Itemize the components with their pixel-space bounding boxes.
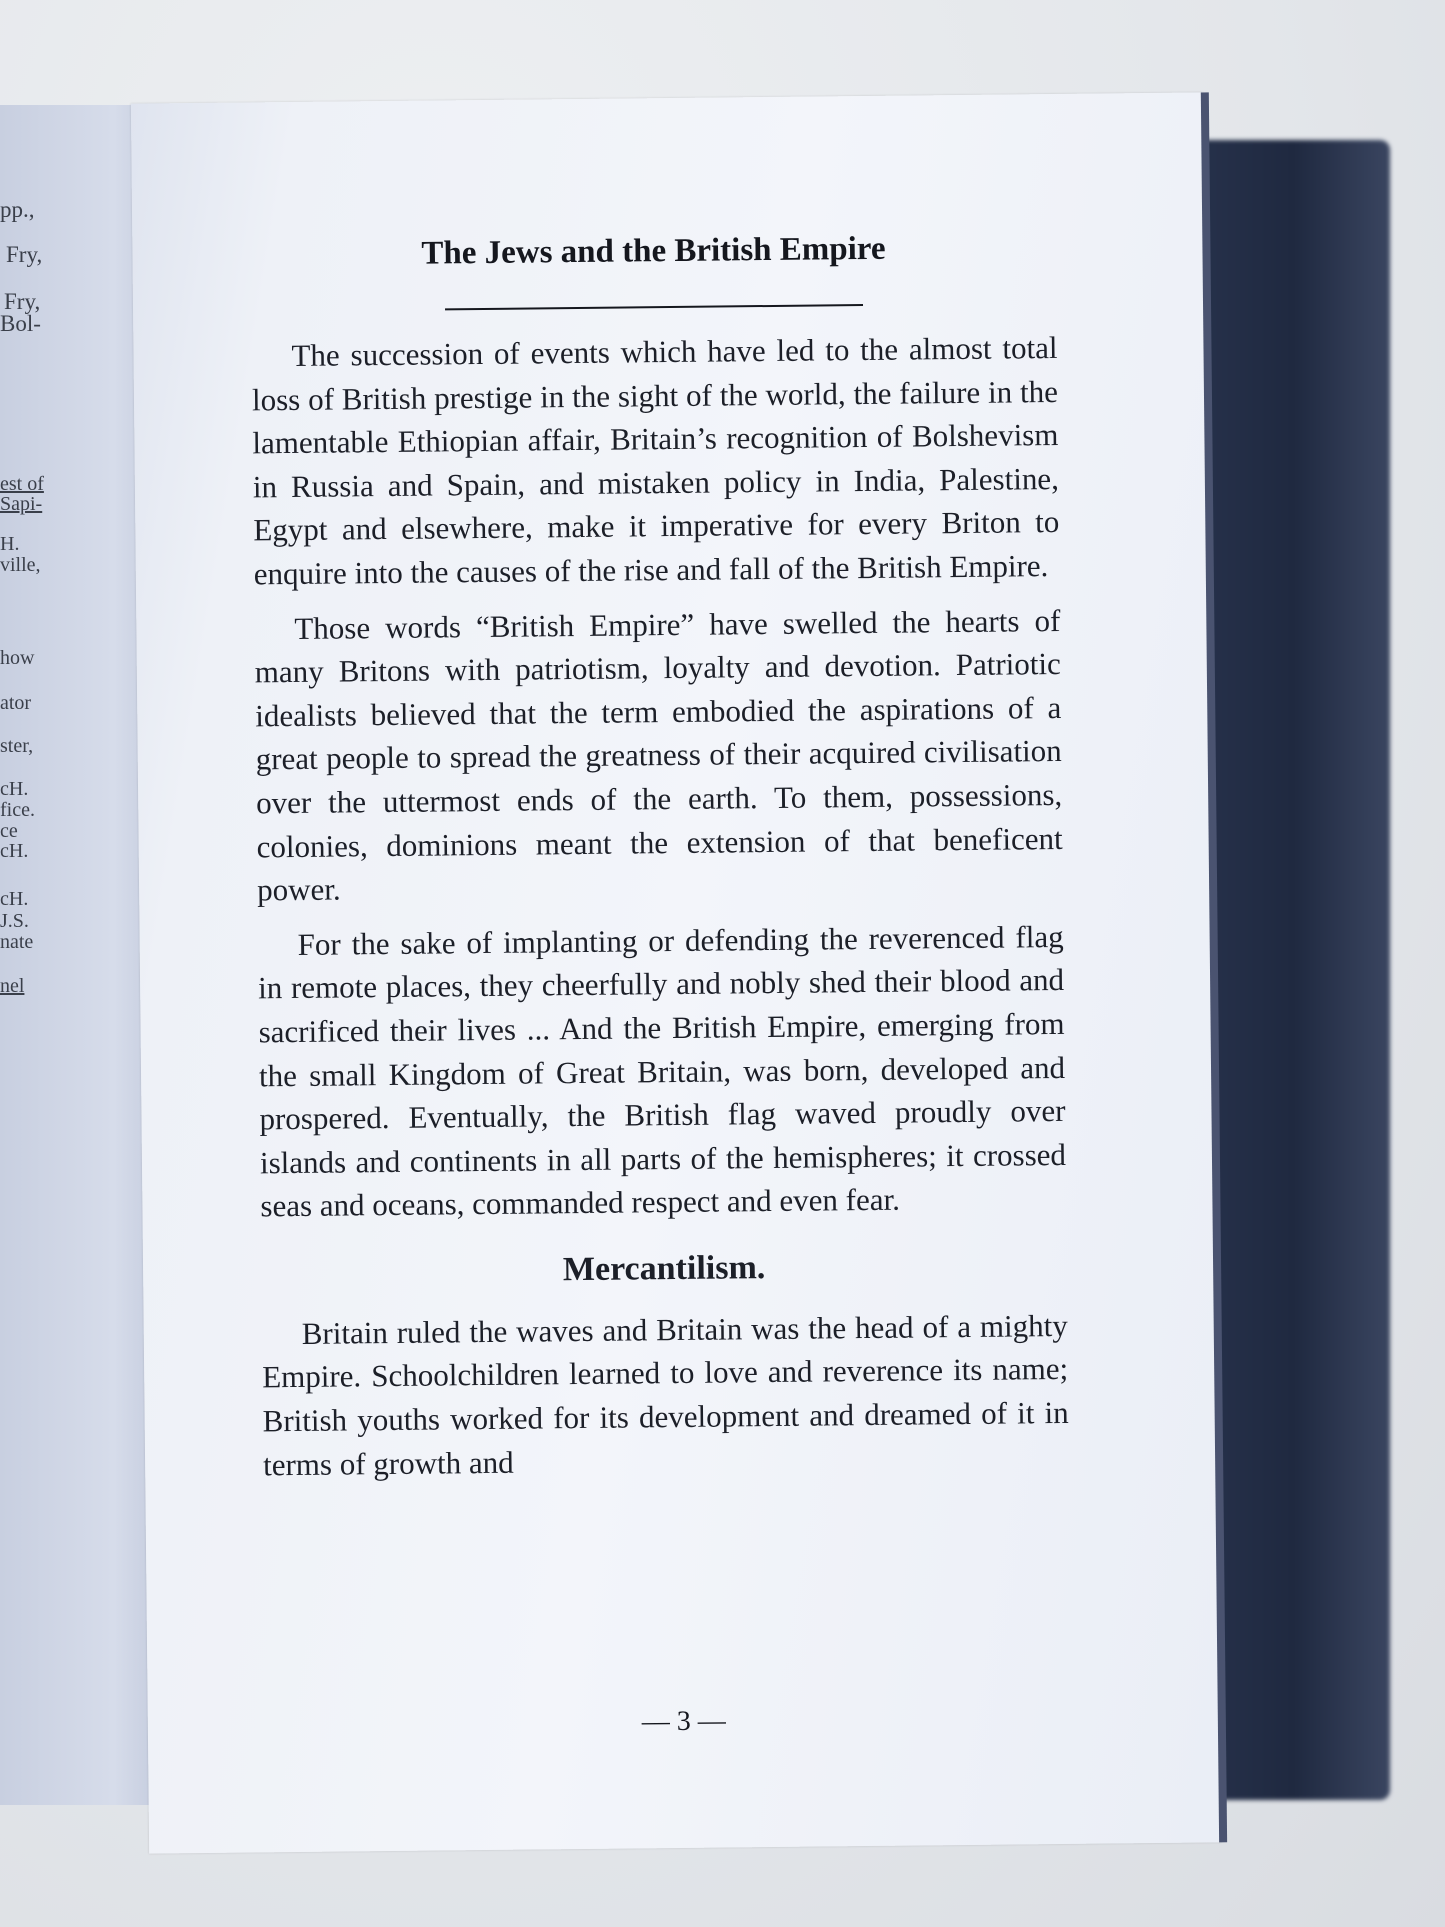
paragraph: Those words “British Empire” have swelled the hearts of many Britons with patriotism, loyalty and devotion. Patriotic idealists believed that the term embodied the aspirations of a great people to spread the greatness of their acquired civilisation over the uttermost ends of the earth. To them, possessions, colonies, dominions meant the extension of that beneficent power. (254, 602, 1063, 908)
left-page-fragment: ster, (0, 735, 34, 757)
paragraph: For the sake of implanting or defending the reverenced flag in remote places, they cheerfully and nobly shed their blood and sacrificed their lives ... And the British Empire, emerging from the small Kingdom of Great Britain, was born, developed and prospered. Eventually, the British flag waved proudly over islands and continents in all parts of the hemispheres; it crossed seas and oceans, commanded respect and even fear. (257, 918, 1067, 1224)
left-page-fragment: Fry, (4, 289, 41, 314)
left-page-fragment: cH. (0, 778, 29, 800)
left-page-fragment: ce (0, 820, 18, 842)
left-page-fragment: Fry, (6, 242, 43, 267)
title-rule (445, 304, 863, 310)
paragraph: The succession of events which have led to the almost total loss of British prestige in the sight of the world, the failure in the lamentable Ethiopian affair, Britain’s recognition of Bolshevism in Russia and Spain, and mistaken policy in India, Palestine, Egypt and elsewhere, make it imperative for every Briton to enquire into the causes of the rise and fall of the British Empire. (251, 329, 1060, 592)
left-page-fragment: fice. (0, 799, 35, 821)
left-page-fragment: H. (0, 533, 20, 555)
left-page-fragment: how (0, 647, 35, 669)
left-page-fragment: cH. (0, 888, 29, 910)
page-title: The Jews and the British Empire (421, 230, 886, 272)
left-page-fragment: est of (0, 473, 44, 495)
left-page-fragment: Sapi- (0, 493, 43, 515)
left-page-fragment: pp., (0, 197, 35, 222)
left-page-fragment: nate (0, 931, 34, 953)
left-page-fragment: ator (0, 692, 32, 714)
left-page-fragment: cH. (0, 840, 29, 862)
left-page-fragment: J.S. (0, 910, 29, 932)
section-heading: Mercantilism. (562, 1248, 766, 1289)
page-number: — 3 — (641, 1705, 726, 1738)
right-page (131, 92, 1221, 1853)
left-page-fragment: nel (0, 975, 25, 997)
page-content (250, 229, 1069, 1498)
left-page-fragment: ville, (0, 554, 41, 576)
paragraph: Britain ruled the waves and Britain was the head of a mighty Empire. Schoolchildren learned to love and reverence its name; British youths worked for its development and dreamed of it in terms of growth and (262, 1307, 1069, 1483)
left-page-fragment: Bol- (0, 311, 41, 336)
